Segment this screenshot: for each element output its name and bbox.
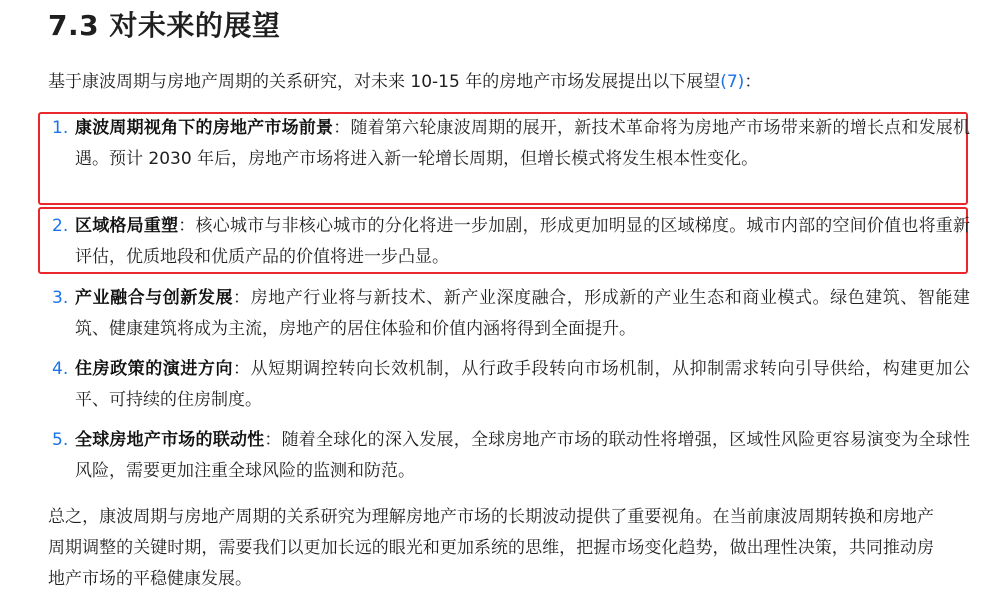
list-item [52, 113, 970, 175]
section-title: 7.3 对未来的展望 [48, 9, 281, 42]
list-item-text [75, 425, 970, 487]
list-item-body: 随着全球化的深入发展，全球房地产市场的联动性将增强，区域性风险更容易演变为全球性风险，需要更加注重全球风险的监测和防范。 [75, 430, 971, 481]
list-item-number: 5. [52, 430, 69, 450]
list-item [52, 354, 970, 416]
list-item-number: 4. [52, 359, 69, 379]
list-item-body: 核心城市与非核心城市的分化将进一步加剧，形成更加明显的区域梯度。城市内部的空间价值也将重新评估，优质地段和优质产品的价值将进一步凸显。 [75, 216, 971, 267]
list-item-title: 产业融合与创新发展 [75, 288, 234, 308]
list-item-number: 2. [52, 216, 69, 236]
list-item-title: 区域格局重塑 [75, 216, 179, 236]
list-item-title: 全球房地产市场的联动性 [75, 430, 265, 450]
list-item-number: 1. [52, 118, 69, 138]
list-item-text [75, 211, 970, 273]
list-item-body: 房地产行业将与新技术、新产业深度融合，形成新的产业生态和商业模式。绿色建筑、智能建筑、健康建筑将成为主流，房地产的居住体验和价值内涵将得到全面提升。 [75, 288, 971, 339]
intro-suffix: ： [744, 72, 762, 92]
list-item-title: 康波周期视角下的房地产市场前景 [75, 118, 334, 138]
list-item-separator: ： [233, 288, 251, 308]
list-item-number: 3. [52, 288, 69, 308]
list-item [52, 283, 970, 345]
intro-paragraph [48, 68, 761, 97]
conclusion-paragraph: 总之，康波周期与房地产周期的关系研究为理解房地产市场的长期波动提供了重要视角。在当前康波周期转换和房地产周期调整的关键时期，需要我们以更加长远的眼光和更加系统的思维，把握市场变化趋势，做出理性决策，共同推动房地产市场的平稳健康发展。 [48, 507, 934, 589]
list-item-separator: ： [178, 216, 196, 236]
list-item-title: 住房政策的演进方向 [75, 359, 234, 379]
list-item-separator: ： [233, 359, 251, 379]
citation-link[interactable]: (7) [720, 72, 745, 92]
list-item [52, 211, 970, 273]
list-item-body: 随着第六轮康波周期的展开，新技术革命将为房地产市场带来新的增长点和发展机遇。预计 2030 年后，房地产市场将进入新一轮增长周期，但增长模式将发生根本性变化。 [75, 118, 971, 169]
list-item-separator: ： [264, 430, 282, 450]
list-item [52, 425, 970, 487]
intro-text: 基于康波周期与房地产周期的关系研究，对未来 10-15 年的房地产市场发展提出以下展望 [48, 72, 721, 92]
list-item-text [75, 283, 970, 345]
list-item-text [75, 354, 970, 416]
list-item-body: 从短期调控转向长效机制，从行政手段转向市场机制，从抑制需求转向引导供给，构建更加公平、可持续的住房制度。 [75, 359, 971, 410]
list-item-separator: ： [333, 118, 351, 138]
list-item-text [75, 113, 970, 175]
